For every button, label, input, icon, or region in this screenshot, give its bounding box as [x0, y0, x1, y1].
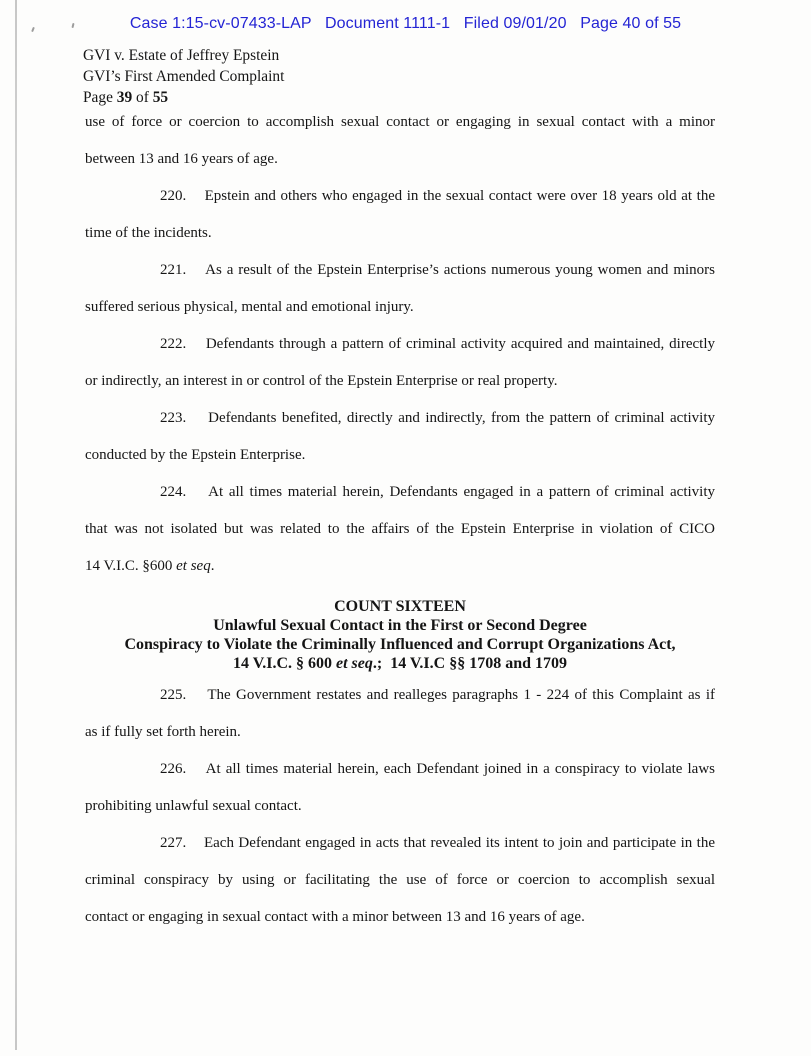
text-line: contact or engaging in sexual contact with a minor between 13 and 16 years of age.: [85, 909, 585, 925]
ecf-header-stamp: Case 1:15-cv-07433-LAP Document 1111-1 Filed 09/01/20 Page 40 of 55: [129, 15, 682, 32]
count-title: COUNT SIXTEEN: [334, 598, 466, 615]
statute-citation-line: [85, 548, 715, 585]
para-220-line: 220. Epstein and others who engaged in the sexual contact were over 18 years old at the: [160, 188, 715, 204]
para-223-line: 223. Defendants benefited, directly and indirectly, from the pattern of criminal activity: [160, 410, 715, 426]
count-sixteen-heading: [85, 597, 715, 673]
text-line: between 13 and 16 years of age.: [85, 151, 278, 167]
complaint-body-upper: [85, 104, 715, 585]
statute-et-seq: et seq: [176, 558, 211, 574]
caption-of-word: of: [132, 89, 153, 106]
text-line: suffered serious physical, mental and emotional injury.: [85, 299, 414, 315]
para-225-line: 225. The Government restates and realleges paragraphs 1 - 224 of this Complaint as if: [160, 687, 715, 703]
count-subtitle-conspiracy: Conspiracy to Violate the Criminally Influenced and Corrupt Organizations Act,: [124, 636, 676, 653]
para-224-line: 224. At all times material herein, Defendants engaged in a pattern of criminal activity: [160, 484, 715, 500]
count-statute-prefix: 14 V.I.C. § 600: [233, 655, 336, 672]
text-line: conducted by the Epstein Enterprise.: [85, 447, 306, 463]
caption-page-total: 55: [152, 89, 169, 106]
para-221-line: 221. As a result of the Epstein Enterprise’s actions numerous young women and minors: [160, 262, 715, 278]
text-line: time of the incidents.: [85, 225, 212, 241]
caption-page-word: Page: [83, 89, 117, 106]
caption-document-title: GVI’s First Amended Complaint: [83, 68, 285, 85]
statute-prefix: 14 V.I.C. §600: [85, 558, 177, 574]
text-line: use of force or coercion to accomplish sexual contact or engaging in sexual contact with a minor: [85, 114, 715, 130]
scan-line-artifact: [15, 0, 17, 1050]
caption-page-num: 39: [116, 89, 133, 106]
text-line: prohibiting unlawful sexual contact.: [85, 798, 302, 814]
count-statute-suffix: .; 14 V.I.C §§ 1708 and 1709: [372, 655, 567, 672]
caption-case-name: GVI v. Estate of Jeffrey Epstein: [83, 47, 280, 64]
para-227-line: 227. Each Defendant engaged in acts that revealed its intent to join and participate in the: [160, 835, 715, 851]
complaint-body-lower: [85, 677, 715, 936]
para-222-line: 222. Defendants through a pattern of criminal activity acquired and maintained, directly: [160, 336, 715, 352]
count-subtitle-offense: Unlawful Sexual Contact in the First or Second Degree: [213, 617, 587, 634]
text-line: criminal conspiracy by using or facilitating the use of force or coercion to accomplish sexual: [85, 872, 715, 888]
case-caption: [83, 45, 284, 108]
text-line: or indirectly, an interest in or control of the Epstein Enterprise or real property.: [85, 373, 558, 389]
text-line: as if fully set forth herein.: [85, 724, 241, 740]
para-226-line: 226. At all times material herein, each Defendant joined in a conspiracy to violate laws: [160, 761, 715, 777]
statute-suffix: .: [210, 558, 215, 574]
count-statute-line: [85, 654, 715, 673]
text-line: that was not isolated but was related to the affairs of the Epstein Enterprise in violation of CICO: [85, 521, 715, 537]
count-statute-et-seq: et seq: [336, 655, 373, 672]
